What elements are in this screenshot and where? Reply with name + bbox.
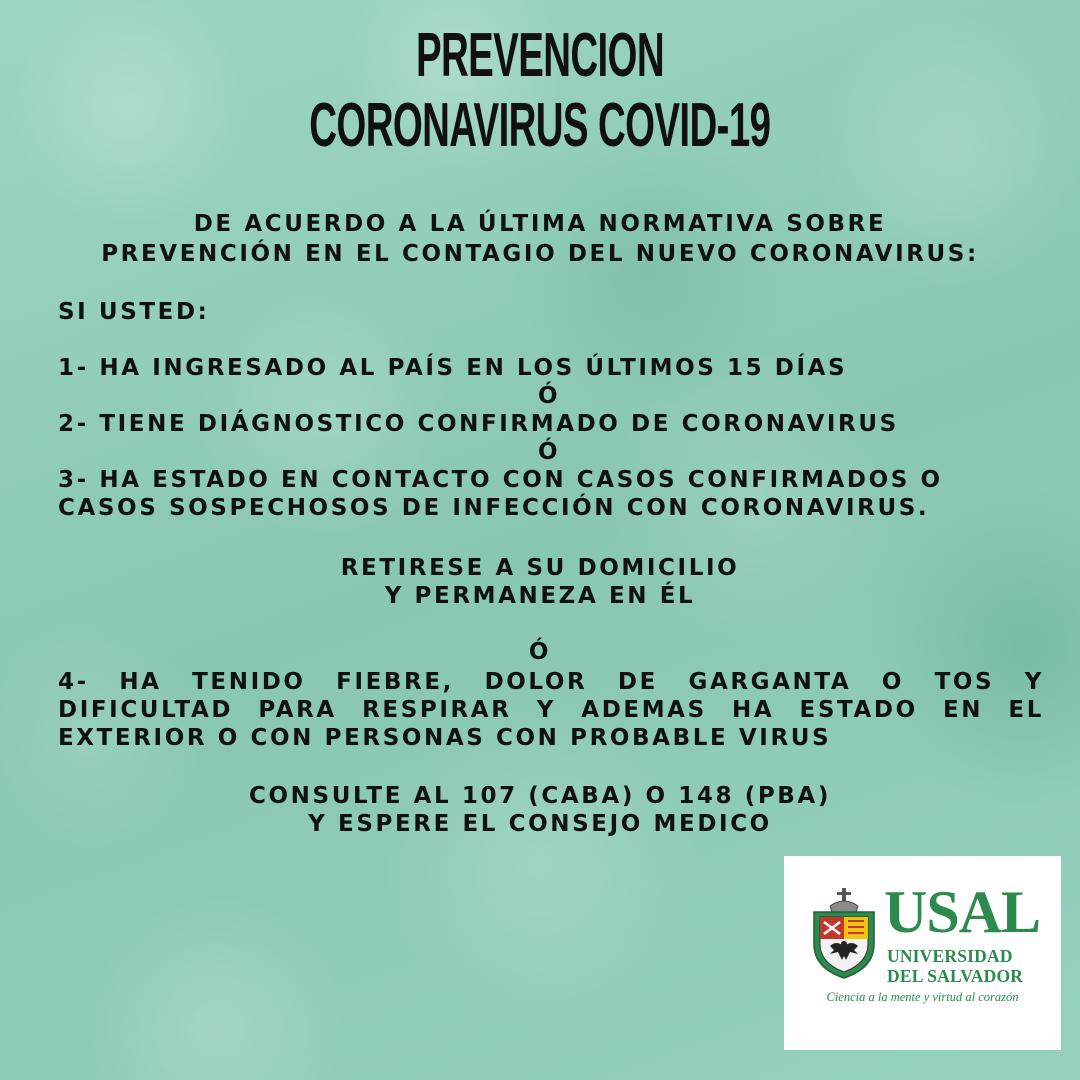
action-2-line-1: CONSULTE AL 107 (CABA) O 148 (PBA) [249, 783, 831, 809]
university-crest-icon [808, 888, 880, 980]
logo-name-line-1: UNIVERSIDAD [887, 946, 1013, 966]
title-line-2: CORONAVIRUS COVID-19 [309, 91, 771, 160]
item-4-line-1: 4- HA TENIDO FIEBRE, DOLOR DE GARGANTA O TOS Y [58, 669, 1044, 695]
action-2-line-2: Y ESPERE EL CONSEJO MEDICO [308, 811, 772, 837]
title-line-1: PREVENCION [416, 21, 664, 90]
si-usted-label: SI USTED: [58, 299, 210, 325]
intro-line-2: PREVENCIÓN EN EL CONTAGIO DEL NUEVO CORONAVIRUS: [101, 241, 979, 267]
item-4-line-3: EXTERIOR O CON PERSONAS CON PROBABLE VIRUS [58, 725, 832, 751]
item-4-line-2: DIFICULTAD PARA RESPIRAR Y ADEMAS HA ESTADO EN EL [58, 697, 1044, 723]
or-separator-3: Ó [528, 639, 552, 665]
or-separator-1: Ó [538, 383, 561, 409]
logo-acronym: USAL [884, 879, 1041, 945]
item-1: 1- HA INGRESADO AL PAÍS EN LOS ÚLTIMOS 15 DÍAS [58, 355, 848, 381]
usal-logo [784, 856, 1061, 1050]
item-2: 2- TIENE DIÁGNOSTICO CONFIRMADO DE CORONAVIRUS [58, 411, 899, 437]
logo-name-line-2: DEL SALVADOR [887, 966, 1024, 986]
action-1-line-1: RETIRESE A SU DOMICILIO [340, 555, 740, 581]
intro-line-1: DE ACUERDO A LA ÚLTIMA NORMATIVA SOBRE [193, 211, 887, 237]
logo-motto: Ciencia a la mente y virtud al corazón [826, 990, 1019, 1004]
item-3-line-1: 3- HA ESTADO EN CONTACTO CON CASOS CONFIRMADOS O [58, 467, 943, 493]
item-3-line-2: CASOS SOSPECHOSOS DE INFECCIÓN CON CORONAVIRUS. [58, 495, 930, 521]
action-1-line-2: Y PERMANEZA EN ÉL [384, 583, 696, 609]
or-separator-2: Ó [538, 439, 561, 465]
